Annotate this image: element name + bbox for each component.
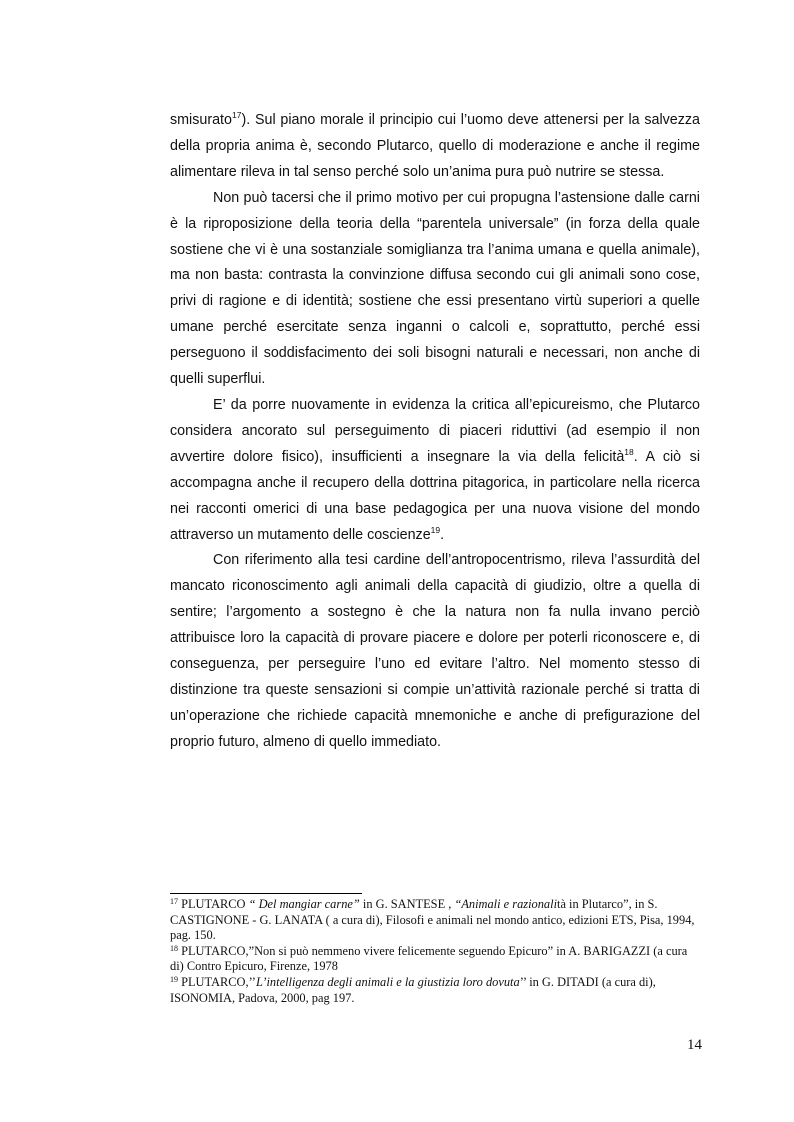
footnote-number: 19 bbox=[170, 974, 178, 984]
footnote-reference-17: 17 bbox=[231, 110, 242, 120]
footnote-italic: “ Del mangiar carne” bbox=[248, 897, 360, 911]
footnotes bbox=[170, 897, 700, 1006]
page-number: 14 bbox=[687, 1037, 702, 1053]
paragraph-2: Non può tacersi che il primo motivo per cui propugna l’astensione dalle carni è la riproposizione della teoria della “parentela universale” (in forza della quale sostiene che vi è una sostanziale somiglianza tra l’anima umana e quella animale), ma non basta: contrasta la convinzione diffusa secondo cui gli animali sono cose, privi di ragione e di identità; sostiene che essi presentano virtù superiori a quelle umane perché esercitate senza inganni o calcoli e, soprattutto, perché essi perseguono il soddisfacimento dei soli bisogni naturali e necessari, non anche di quelli superflui. bbox=[170, 189, 700, 388]
footnote-reference-19: 19 bbox=[430, 524, 441, 535]
footnote-italic: “Animali e razionali bbox=[454, 897, 558, 911]
paragraph-1 bbox=[170, 108, 700, 186]
footnote-text: ’’ in G. DITADI (a cura di), ISONOMIA, Padova, 2000, pag 197. bbox=[170, 974, 656, 1005]
body-text bbox=[170, 108, 700, 756]
footnote-text: tà in Plutarco”, in S. CASTIGNONE - G. LANATA ( a cura di), Filosofi e animali nel mondo antico, edizioni ETS, Pisa, 1994, pag. 150. bbox=[170, 897, 695, 943]
paragraph-text: smisurato bbox=[170, 112, 232, 128]
footnote-text: PLUTARCO bbox=[178, 897, 249, 911]
footnote-separator bbox=[170, 893, 362, 894]
footnote-italic: L’intelligenza degli animali e la giustizia loro dovuta bbox=[255, 974, 520, 989]
footnote-number: 18 bbox=[170, 943, 178, 953]
paragraph-4: Con riferimento alla tesi cardine dell’antropocentrismo, rileva l’assurdità del mancato riconoscimento agli animali della capacità di giudizio, oltre a quella di sentire; l’argomento a sostegno è che la natura non fa nulla invano perciò attribuisce loro la capacità di provare piacere e dolore per poterli riconoscere e, di conseguenza, per perseguire l’uno ed evitare l’altro. Nel momento stesso di distinzione tra queste sensazioni si compie un’attività razionale perché si tratta di un’operazione che richiede capacità mnemoniche e anche di prefigurazione del proprio futuro, almeno di quello immediato. bbox=[170, 552, 700, 750]
paragraph-text: E’ da porre nuovamente in evidenza la critica all’epicureismo, che Plutarco considera ancorato sul perseguimento di piaceri riduttivi (ad esempio il non avvertire dolore fisico), insufficienti a insegnare la via della felicità bbox=[170, 396, 700, 465]
footnote-text: in G. SANTESE , bbox=[359, 897, 455, 911]
footnote-reference-18: 18 bbox=[624, 446, 634, 457]
paragraph-text: . bbox=[440, 526, 445, 543]
paragraph-text: . A ciò si accompagna anche il recupero della dottrina pitagorica, in particolare nella ricerca nei racconti omerici di una base pedagogica per una nuova visione del mondo attraverso un mutamento delle coscienze bbox=[170, 448, 700, 543]
paragraph-text: ). Sul piano morale il principio cui l’uomo deve attenersi per la salvezza della propria anima è, secondo Plutarco, quello di moderazione e anche il regime alimentare rileva in tal senso perché solo un’anima pura può nutrire se stessa. bbox=[170, 112, 700, 180]
footnote-number: 17 bbox=[170, 897, 178, 906]
footnote-text: PLUTARCO,”Non si può nemmeno vivere felicemente seguendo Epicuro” in A. BARIGAZZI (a cura di) Contro Epicuro, Firenze, 1978 bbox=[170, 943, 688, 974]
footnote-19 bbox=[170, 975, 700, 1006]
footnote-text: PLUTARCO,’’ bbox=[178, 974, 256, 989]
footnote-17 bbox=[170, 897, 700, 944]
paragraph-3 bbox=[170, 393, 700, 548]
footnote-18 bbox=[170, 944, 700, 975]
